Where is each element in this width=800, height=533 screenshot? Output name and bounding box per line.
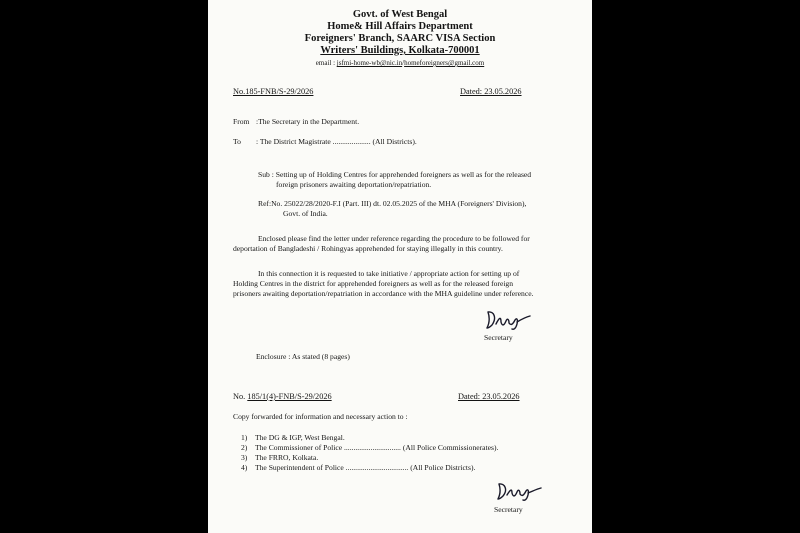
paragraph-2-line-3: prisoners awaiting deportation/repatriation in accordance with the MHA guideline under reference.	[233, 289, 534, 298]
signature-1-title: Secretary	[484, 333, 513, 342]
paragraph-1-line-1: Enclosed please find the letter under reference regarding the procedure to be followed for	[258, 234, 530, 243]
signature-2-title: Secretary	[494, 505, 523, 514]
email-link-1[interactable]: jsfmi-home-wb@nic.in	[336, 59, 403, 67]
letterhead-address: Writers' Buildings, Kolkata-700001	[320, 45, 480, 56]
memo-number: No.185-FNB/S-29/2026	[233, 87, 314, 96]
email-link-2[interactable]: homeforeigners@gmail.com	[404, 59, 485, 67]
memo-date: Dated: 23.05.2026	[460, 87, 522, 96]
copy-memo-date: Dated: 23.05.2026	[458, 392, 520, 401]
subject-line-2: foreign prisoners awaiting deportation/repatriation.	[276, 180, 432, 189]
reference-line-2: Govt. of India.	[283, 209, 328, 218]
email-separator: /	[402, 59, 405, 67]
recipient-1-text: The DG & IGP, West Bengal.	[255, 433, 345, 442]
recipient-4-num: 4)	[241, 463, 248, 472]
copy-memo-prefix: No.	[233, 392, 246, 401]
letterhead-department: Home& Hill Affairs Department	[327, 21, 473, 32]
email-label: email :	[315, 59, 336, 67]
copy-memo-number-line	[233, 392, 332, 402]
enclosure-note: Enclosure : As stated (8 pages)	[256, 352, 350, 361]
signature-2	[495, 481, 547, 503]
recipient-4-text: The Superintendent of Police ................................. (All Police Districts).	[255, 463, 476, 472]
paragraph-1-line-2: deportation of Bangladeshi / Rohingyas apprehended for staying illegally in this country.	[233, 244, 503, 253]
to-value: : The District Magistrate .................... (All Districts).	[256, 137, 417, 146]
recipient-1-num: 1)	[241, 433, 248, 442]
reference-line-1: Ref:No. 25022/28/2020-F.I (Part. III) dt. 02.05.2025 of the MHA (Foreigners' Division),	[258, 199, 527, 208]
recipient-2-text: The Commissioner of Police .............................. (All Police Commissionerates).	[255, 443, 499, 452]
copy-memo-number: 185/1(4)-FNB/S-29/2026	[247, 392, 332, 401]
letterhead-branch: Foreigners' Branch, SAARC VISA Section	[304, 33, 496, 44]
recipient-2-num: 2)	[241, 443, 248, 452]
from-value: :The Secretary in the Department.	[256, 117, 360, 126]
signature-1	[484, 308, 536, 332]
copy-forward-intro: Copy forwarded for information and necessary action to :	[233, 412, 408, 421]
subject-line-1: Sub : Setting up of Holding Centres for apprehended foreigners as well as for the released	[258, 170, 532, 179]
letterhead-govt: Govt. of West Bengal	[352, 9, 448, 20]
paragraph-2-line-2: Holding Centres in the district for apprehended foreigners as well as for the released foreign	[233, 279, 514, 288]
recipient-3-num: 3)	[241, 453, 248, 462]
letterhead-email-line	[208, 59, 592, 67]
document-page	[208, 0, 592, 533]
recipient-3-text: The FRRO, Kolkata.	[255, 453, 319, 462]
to-label: To	[233, 137, 241, 146]
from-label: From	[233, 117, 250, 126]
paragraph-2-line-1: In this connection it is requested to take initiative / appropriate action for setting up of	[258, 269, 520, 278]
